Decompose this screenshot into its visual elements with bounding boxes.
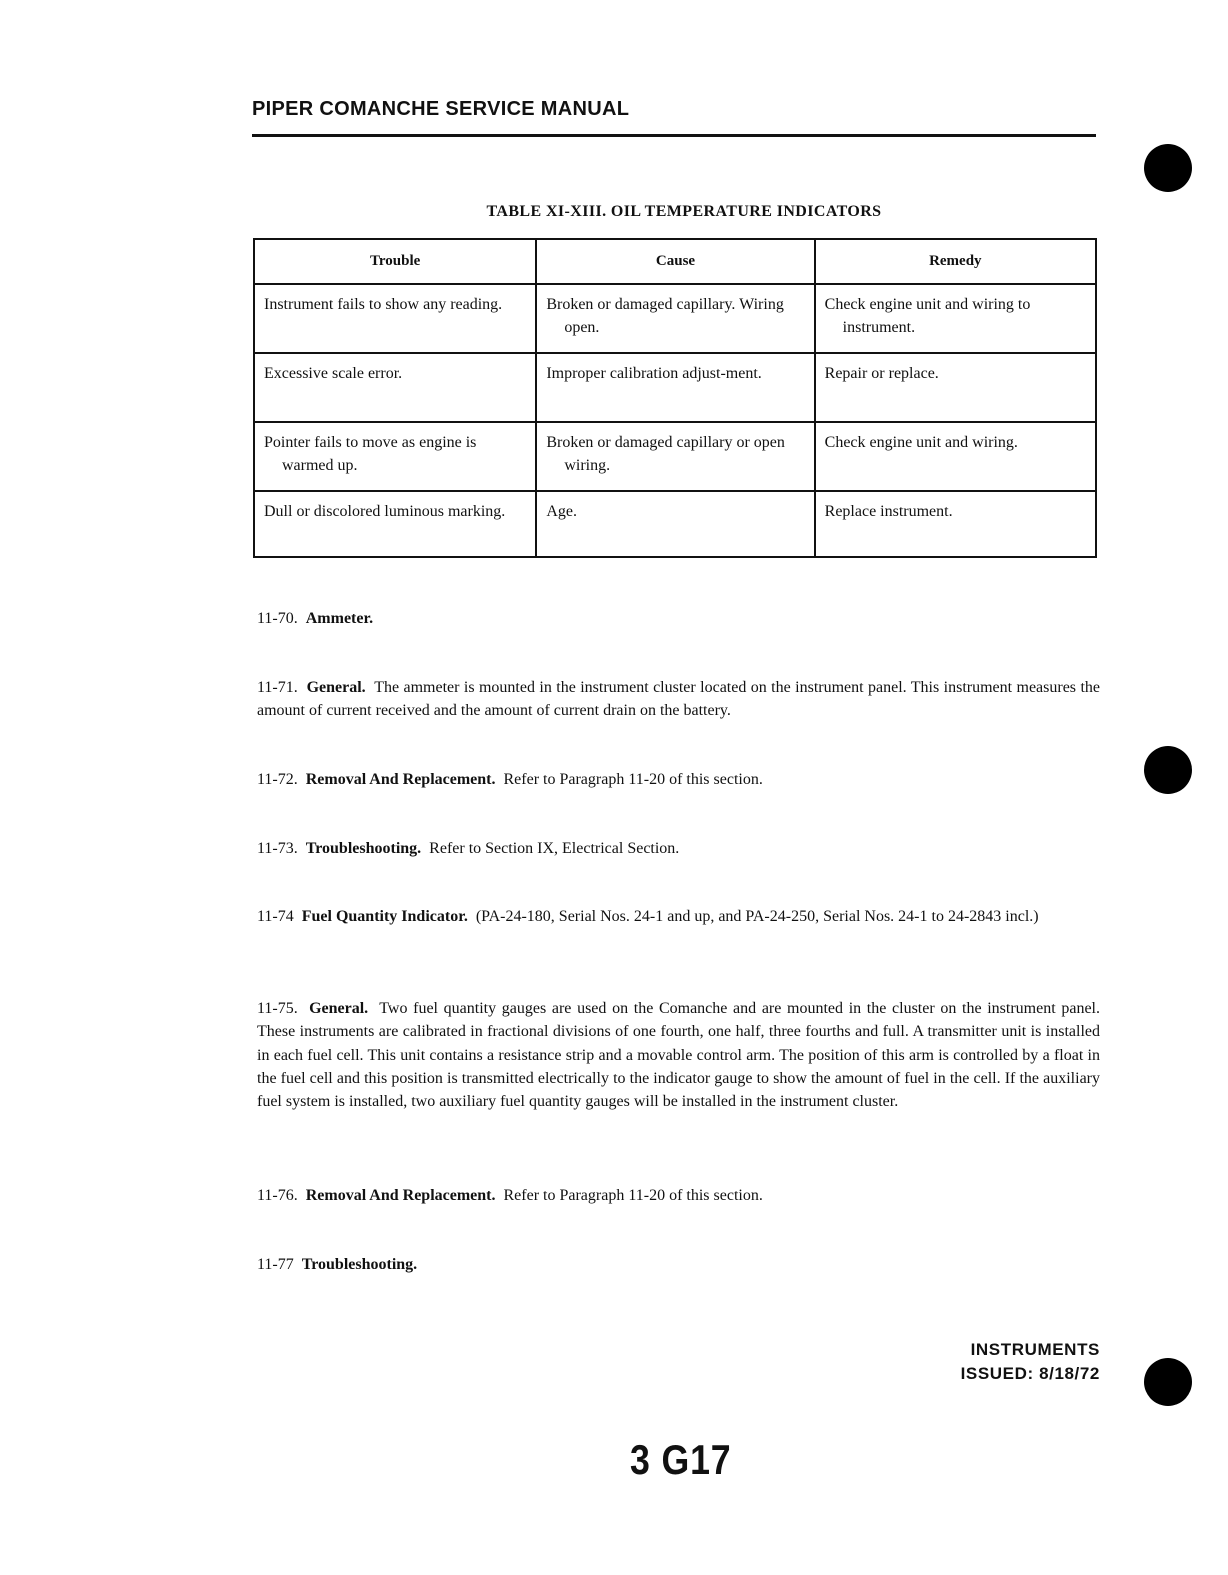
column-header-cause: Cause [536,239,814,284]
paragraph-text: (PA-24-180, Serial Nos. 24-1 and up, and PA-24-250, Serial Nos. 24-1 to 24-2843 incl.) [475,908,1039,925]
header-rule [252,134,1096,137]
paragraph-heading: Ammeter. [305,610,374,627]
remedy-cell [815,491,1096,557]
paragraph-number: 11-75. [257,1000,298,1017]
column-header-trouble: Trouble [254,239,536,284]
table-row [254,284,1096,353]
cause-cell [536,353,814,422]
paragraph-heading: Removal And Replacement. [305,1187,496,1204]
paragraph-heading: Troubleshooting. [305,840,422,857]
cell-text: Age. [546,503,577,520]
cell-text: Excessive scale error. [264,365,403,382]
binder-hole [1144,144,1192,192]
paragraph-number: 11-73. [257,840,298,857]
paragraph-number: 11-72. [257,771,298,788]
oil-temperature-trouble-table [253,238,1097,558]
paragraph-11-75 [257,997,1100,1113]
cell-text: Dull or discolored luminous marking. [264,503,506,520]
paragraph-number: 11-74 [257,908,294,925]
cell-text: Broken or damaged capillary or open wiring. [546,434,785,474]
remedy-cell [815,422,1096,491]
paragraph-number: 11-70. [257,610,298,627]
paragraph-11-73 [257,837,1100,860]
trouble-cell [254,491,536,557]
cause-cell [536,491,814,557]
remedy-cell [815,353,1096,422]
paragraph-11-71 [257,676,1100,723]
trouble-cell [254,353,536,422]
paragraph-text: Refer to Paragraph 11-20 of this section. [503,1187,763,1204]
cell-text: Replace instrument. [824,503,953,520]
trouble-cell [254,422,536,491]
paragraph-number: 11-76. [257,1187,298,1204]
cell-text: Broken or damaged capillary. Wiring open. [546,296,784,336]
table-row [254,353,1096,422]
paragraph-11-76 [257,1184,1100,1207]
cell-text: Check engine unit and wiring to instrument. [824,296,1031,336]
cell-text: Pointer fails to move as engine is warmed up. [264,434,477,474]
paragraph-text: The ammeter is mounted in the instrument cluster located on the instrument panel. This instrument measures the amount of current received and the amount of current drain on the battery. [257,679,1100,720]
paragraph-heading: Removal And Replacement. [305,771,496,788]
paragraph-number: 11-71. [257,679,298,696]
paragraph-11-74 [257,905,1100,928]
cell-text: Check engine unit and wiring. [824,434,1018,451]
remedy-cell [815,284,1096,353]
paragraph-number: 11-77 [257,1256,294,1273]
paragraph-heading: Fuel Quantity Indicator. [301,908,468,925]
column-header-remedy: Remedy [815,239,1096,284]
table-title: TABLE XI-XIII. OIL TEMPERATURE INDICATORS [486,203,882,220]
cause-cell [536,284,814,353]
paragraph-heading: Troubleshooting. [301,1256,418,1273]
cell-text: Instrument fails to show any reading. [264,296,503,313]
paragraph-11-72 [257,768,1100,791]
paragraph-text: Refer to Section IX, Electrical Section. [429,840,680,857]
cell-text: Improper calibration adjust-ment. [546,365,762,382]
binder-hole [1144,746,1192,794]
paragraph-text: Two fuel quantity gauges are used on the Comanche and are mounted in the cluster on the instrument panel. These instruments are calibrated in fractional divisions of one fourth, one half, three fourths and full. A transmitter unit is installed in each fuel cell. This unit contains a resistance strip and a movable control arm. The position of this arm is controlled by a float in the fuel cell and this position is transmitted electrically to the indicator gauge to show the amount of fuel in the cell. If the auxiliary fuel system is installed, two auxiliary fuel quantity gauges will be installed in the instrument cluster. [257,1000,1100,1111]
paragraph-11-70 [257,607,1100,630]
paragraph-heading: General. [309,1000,369,1017]
table-row [254,491,1096,557]
trouble-cell [254,284,536,353]
table-header-row [254,239,1096,284]
table-row [254,422,1096,491]
cell-text: Repair or replace. [824,365,939,382]
footer-section-name: INSTRUMENTS [970,1340,1100,1359]
paragraph-text: Refer to Paragraph 11-20 of this section. [503,771,763,788]
page-header-title: PIPER COMANCHE SERVICE MANUAL [252,98,630,120]
page-code: 3 G17 [630,1436,732,1483]
paragraph-11-77 [257,1253,1100,1276]
paragraph-heading: General. [306,679,366,696]
binder-hole [1144,1358,1192,1406]
cause-cell [536,422,814,491]
footer-section-block [961,1338,1100,1386]
footer-issued-date: ISSUED: 8/18/72 [960,1364,1100,1383]
